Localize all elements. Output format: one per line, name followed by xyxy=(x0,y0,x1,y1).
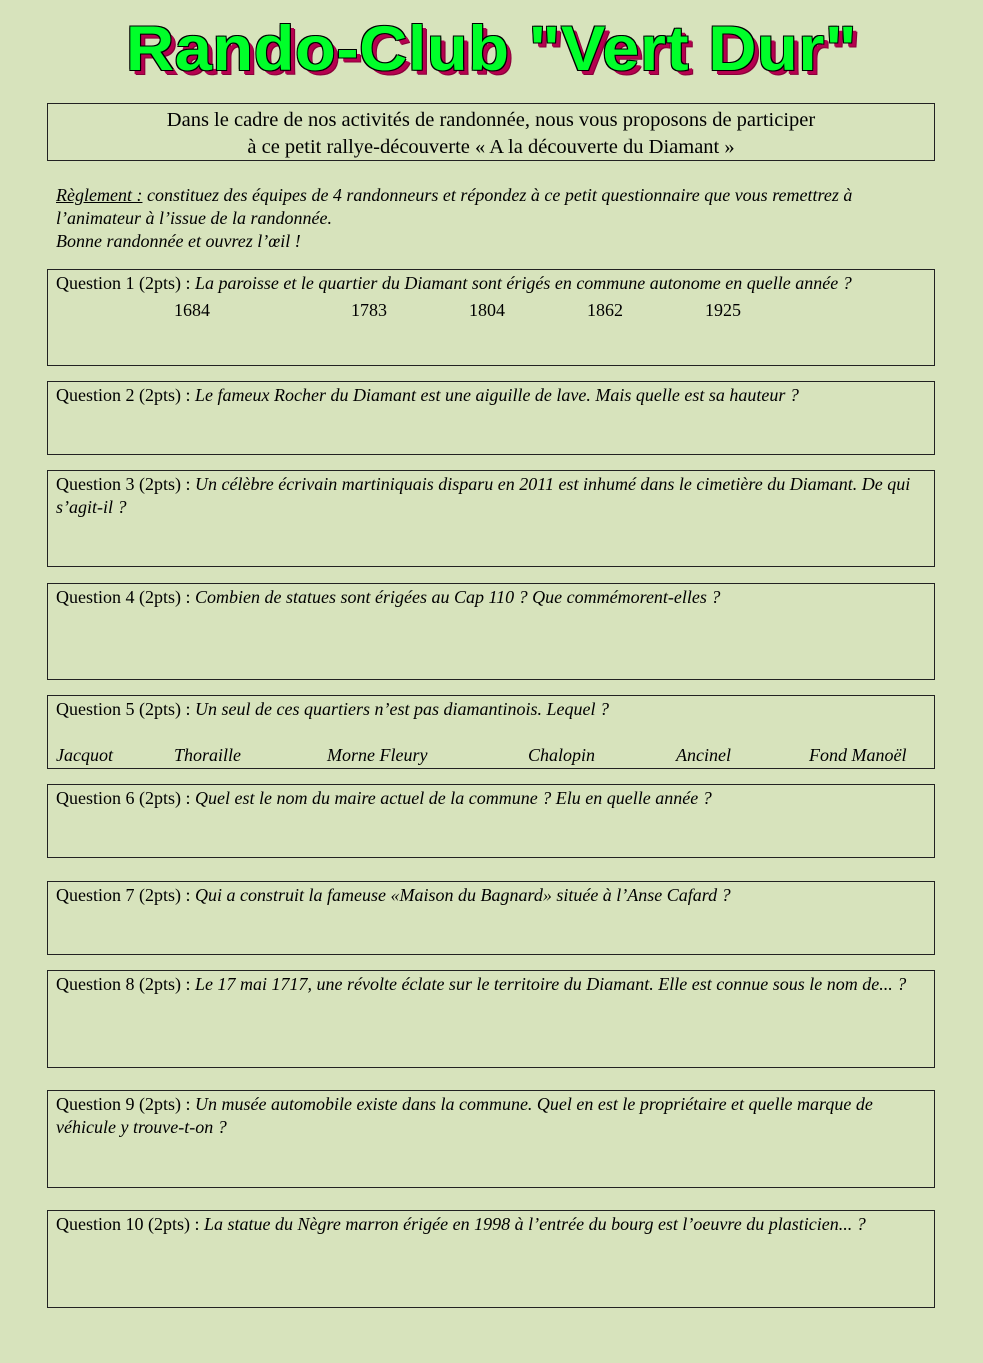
question-10-box xyxy=(47,1210,935,1308)
question-label: Question 4 (2pts) : xyxy=(56,587,191,607)
question-1-box xyxy=(47,269,935,366)
question-text: Un musée automobile existe dans la commune. Quel en est le propriétaire et quelle marque de véhicule y trouve-t-on ? xyxy=(56,1094,873,1137)
option-1684[interactable]: 1684 xyxy=(174,300,210,320)
question-text: Quel est le nom du maire actuel de la commune ? Elu en quelle année ? xyxy=(195,788,712,808)
question-label: Question 8 (2pts) : xyxy=(56,974,191,994)
question-2-box xyxy=(47,381,935,455)
question-3-box xyxy=(47,470,935,567)
option-1925[interactable]: 1925 xyxy=(705,300,741,320)
question-label: Question 2 (2pts) : xyxy=(56,385,191,405)
question-text: Le 17 mai 1717, une révolte éclate sur le territoire du Diamant. Elle est connue sous le nom de... ? xyxy=(195,974,907,994)
rules-text: constituez des équipes de 4 randonneurs et répondez à ce petit questionnaire que vous remettrez à l’animateur à l’issue de la randonnée. xyxy=(56,185,853,228)
question-label: Question 3 (2pts) : xyxy=(56,474,191,494)
question-text: Un seul de ces quartiers n’est pas diamantinois. Lequel ? xyxy=(195,699,609,719)
page-title: Rando-Club "Vert Dur" xyxy=(125,14,858,84)
question-5-box xyxy=(47,695,935,769)
rules-lead: Règlement : xyxy=(56,185,143,205)
question-8-box xyxy=(47,970,935,1068)
question-6-box xyxy=(47,784,935,858)
option-fond-manoel[interactable]: Fond Manoël xyxy=(809,745,907,765)
intro-line-2: à ce petit rallye-découverte « A la découverte du Diamant » xyxy=(247,136,735,158)
rules-section xyxy=(56,184,936,253)
option-jacquot[interactable]: Jacquot xyxy=(56,745,113,765)
question-text: La paroisse et le quartier du Diamant sont érigés en commune autonome en quelle année ? xyxy=(195,273,852,293)
option-thoraille[interactable]: Thoraille xyxy=(174,745,242,765)
option-chalopin[interactable]: Chalopin xyxy=(528,745,596,765)
question-text: Combien de statues sont érigées au Cap 110 ? Que commémorent-elles ? xyxy=(195,587,721,607)
question-label: Question 5 (2pts) : xyxy=(56,699,191,719)
option-morne-fleury[interactable]: Morne Fleury xyxy=(327,745,428,765)
question-label: Question 7 (2pts) : xyxy=(56,885,191,905)
question-text: Le fameux Rocher du Diamant est une aiguille de lave. Mais quelle est sa hauteur ? xyxy=(195,385,799,405)
question-text: La statue du Nègre marron érigée en 1998 à l’entrée du bourg est l’oeuvre du plasticien... ? xyxy=(204,1214,866,1234)
intro-box xyxy=(47,103,935,161)
question-text: Un célèbre écrivain martiniquais disparu en 2011 est inhumé dans le cimetière du Diamant. De qui s’agit-il ? xyxy=(56,474,911,517)
option-1804[interactable]: 1804 xyxy=(469,300,505,320)
rules-closing: Bonne randonnée et ouvrez l’œil ! xyxy=(56,231,301,251)
question-text: Qui a construit la fameuse «Maison du Bagnard» située à l’Anse Cafard ? xyxy=(195,885,731,905)
question-7-box xyxy=(47,881,935,955)
intro-line-1: Dans le cadre de nos activités de randonnée, nous vous proposons de participer xyxy=(166,109,816,131)
question-4-box xyxy=(47,583,935,680)
question-label: Question 9 (2pts) : xyxy=(56,1094,191,1114)
answer-options xyxy=(56,299,926,325)
option-ancinel[interactable]: Ancinel xyxy=(676,745,731,765)
answer-options xyxy=(56,744,926,768)
question-9-box xyxy=(47,1090,935,1188)
question-label: Question 1 (2pts) : xyxy=(56,273,191,293)
option-1783[interactable]: 1783 xyxy=(351,300,387,320)
question-label: Question 6 (2pts) : xyxy=(56,788,191,808)
question-label: Question 10 (2pts) : xyxy=(56,1214,200,1234)
option-1862[interactable]: 1862 xyxy=(587,300,623,320)
